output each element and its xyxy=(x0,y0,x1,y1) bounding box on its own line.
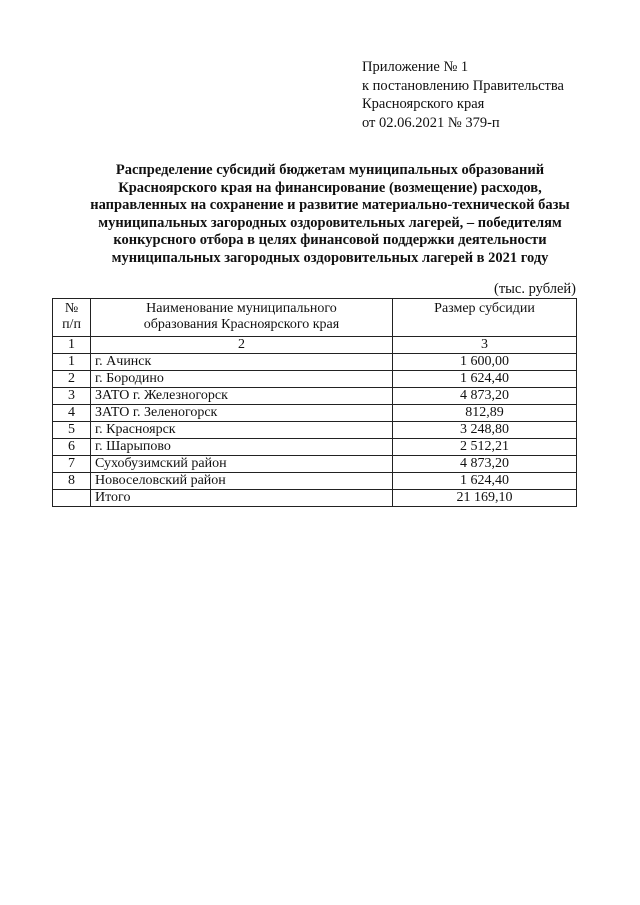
total-num xyxy=(53,490,91,507)
row-name: г. Ачинск xyxy=(91,354,393,371)
title-line: Красноярского края на финансирование (возмещение) расходов, xyxy=(118,179,542,196)
row-sum: 1 600,00 xyxy=(393,354,577,371)
header-sum-label: Размер субсидии xyxy=(434,301,535,316)
row-num: 7 xyxy=(53,456,91,473)
row-sum: 1 624,40 xyxy=(393,371,577,388)
row-name: г. Шарыпово xyxy=(91,439,393,456)
row-name: ЗАТО г. Железногорск xyxy=(91,388,393,405)
column-index-row xyxy=(53,337,577,354)
row-num: 4 xyxy=(53,405,91,422)
header-num xyxy=(53,299,91,337)
row-sum: 4 873,20 xyxy=(393,456,577,473)
row-num: 6 xyxy=(53,439,91,456)
appendix-line: от 02.06.2021 № 379-п xyxy=(362,114,500,131)
row-num: 2 xyxy=(53,371,91,388)
title-line: направленных на сохранение и развитие материально-технической базы xyxy=(90,197,570,213)
appendix-block xyxy=(362,58,564,132)
row-num: 3 xyxy=(53,388,91,405)
document-title xyxy=(60,162,600,267)
header-num-line1: № xyxy=(64,301,79,316)
title-line: муниципальных загородных оздоровительных лагерей, – победителям xyxy=(98,214,562,231)
table-row xyxy=(53,422,577,439)
row-num: 8 xyxy=(53,473,91,490)
row-sum: 1 624,40 xyxy=(393,473,577,490)
row-num: 5 xyxy=(53,422,91,439)
title-line: Распределение субсидий бюджетам муниципальных образований xyxy=(115,162,545,178)
row-name: г. Бородино xyxy=(91,371,393,388)
row-sum: 2 512,21 xyxy=(393,439,577,456)
units-note: (тыс. рублей) xyxy=(494,281,576,297)
total-row xyxy=(53,490,577,507)
index-cell: 1 xyxy=(53,337,91,354)
row-name: Новоселовский район xyxy=(91,473,393,490)
row-name: г. Красноярск xyxy=(91,422,393,439)
row-num: 1 xyxy=(53,354,91,371)
table-row xyxy=(53,473,577,490)
header-sum xyxy=(393,299,577,337)
appendix-line: Красноярского края xyxy=(362,96,485,112)
table-row xyxy=(53,354,577,371)
row-sum: 4 873,20 xyxy=(393,388,577,405)
header-name-line1: Наименование муниципального xyxy=(146,301,337,316)
header-name-line2: образования Красноярского края xyxy=(143,317,340,332)
appendix-line: Приложение № 1 xyxy=(362,59,469,75)
row-name: ЗАТО г. Зеленогорск xyxy=(91,405,393,422)
row-sum: 3 248,80 xyxy=(393,422,577,439)
table-row xyxy=(53,371,577,388)
index-cell: 3 xyxy=(393,337,577,354)
table-row xyxy=(53,456,577,473)
header-num-line2: п/п xyxy=(62,317,81,332)
appendix-line: к постановлению Правительства xyxy=(362,77,564,94)
subsidy-table xyxy=(52,298,577,507)
table-row xyxy=(53,439,577,456)
table-row xyxy=(53,405,577,422)
title-line: муниципальных загородных оздоровительных лагерей в 2021 году xyxy=(111,249,549,266)
total-sum: 21 169,10 xyxy=(393,490,577,507)
table-header-row xyxy=(53,299,577,337)
header-name xyxy=(91,299,393,337)
total-label: Итого xyxy=(91,490,393,507)
row-name: Сухобузимский район xyxy=(91,456,393,473)
row-sum: 812,89 xyxy=(393,405,577,422)
index-cell: 2 xyxy=(91,337,393,354)
title-line: конкурсного отбора в целях финансовой поддержки деятельности xyxy=(113,232,547,248)
table-row xyxy=(53,388,577,405)
